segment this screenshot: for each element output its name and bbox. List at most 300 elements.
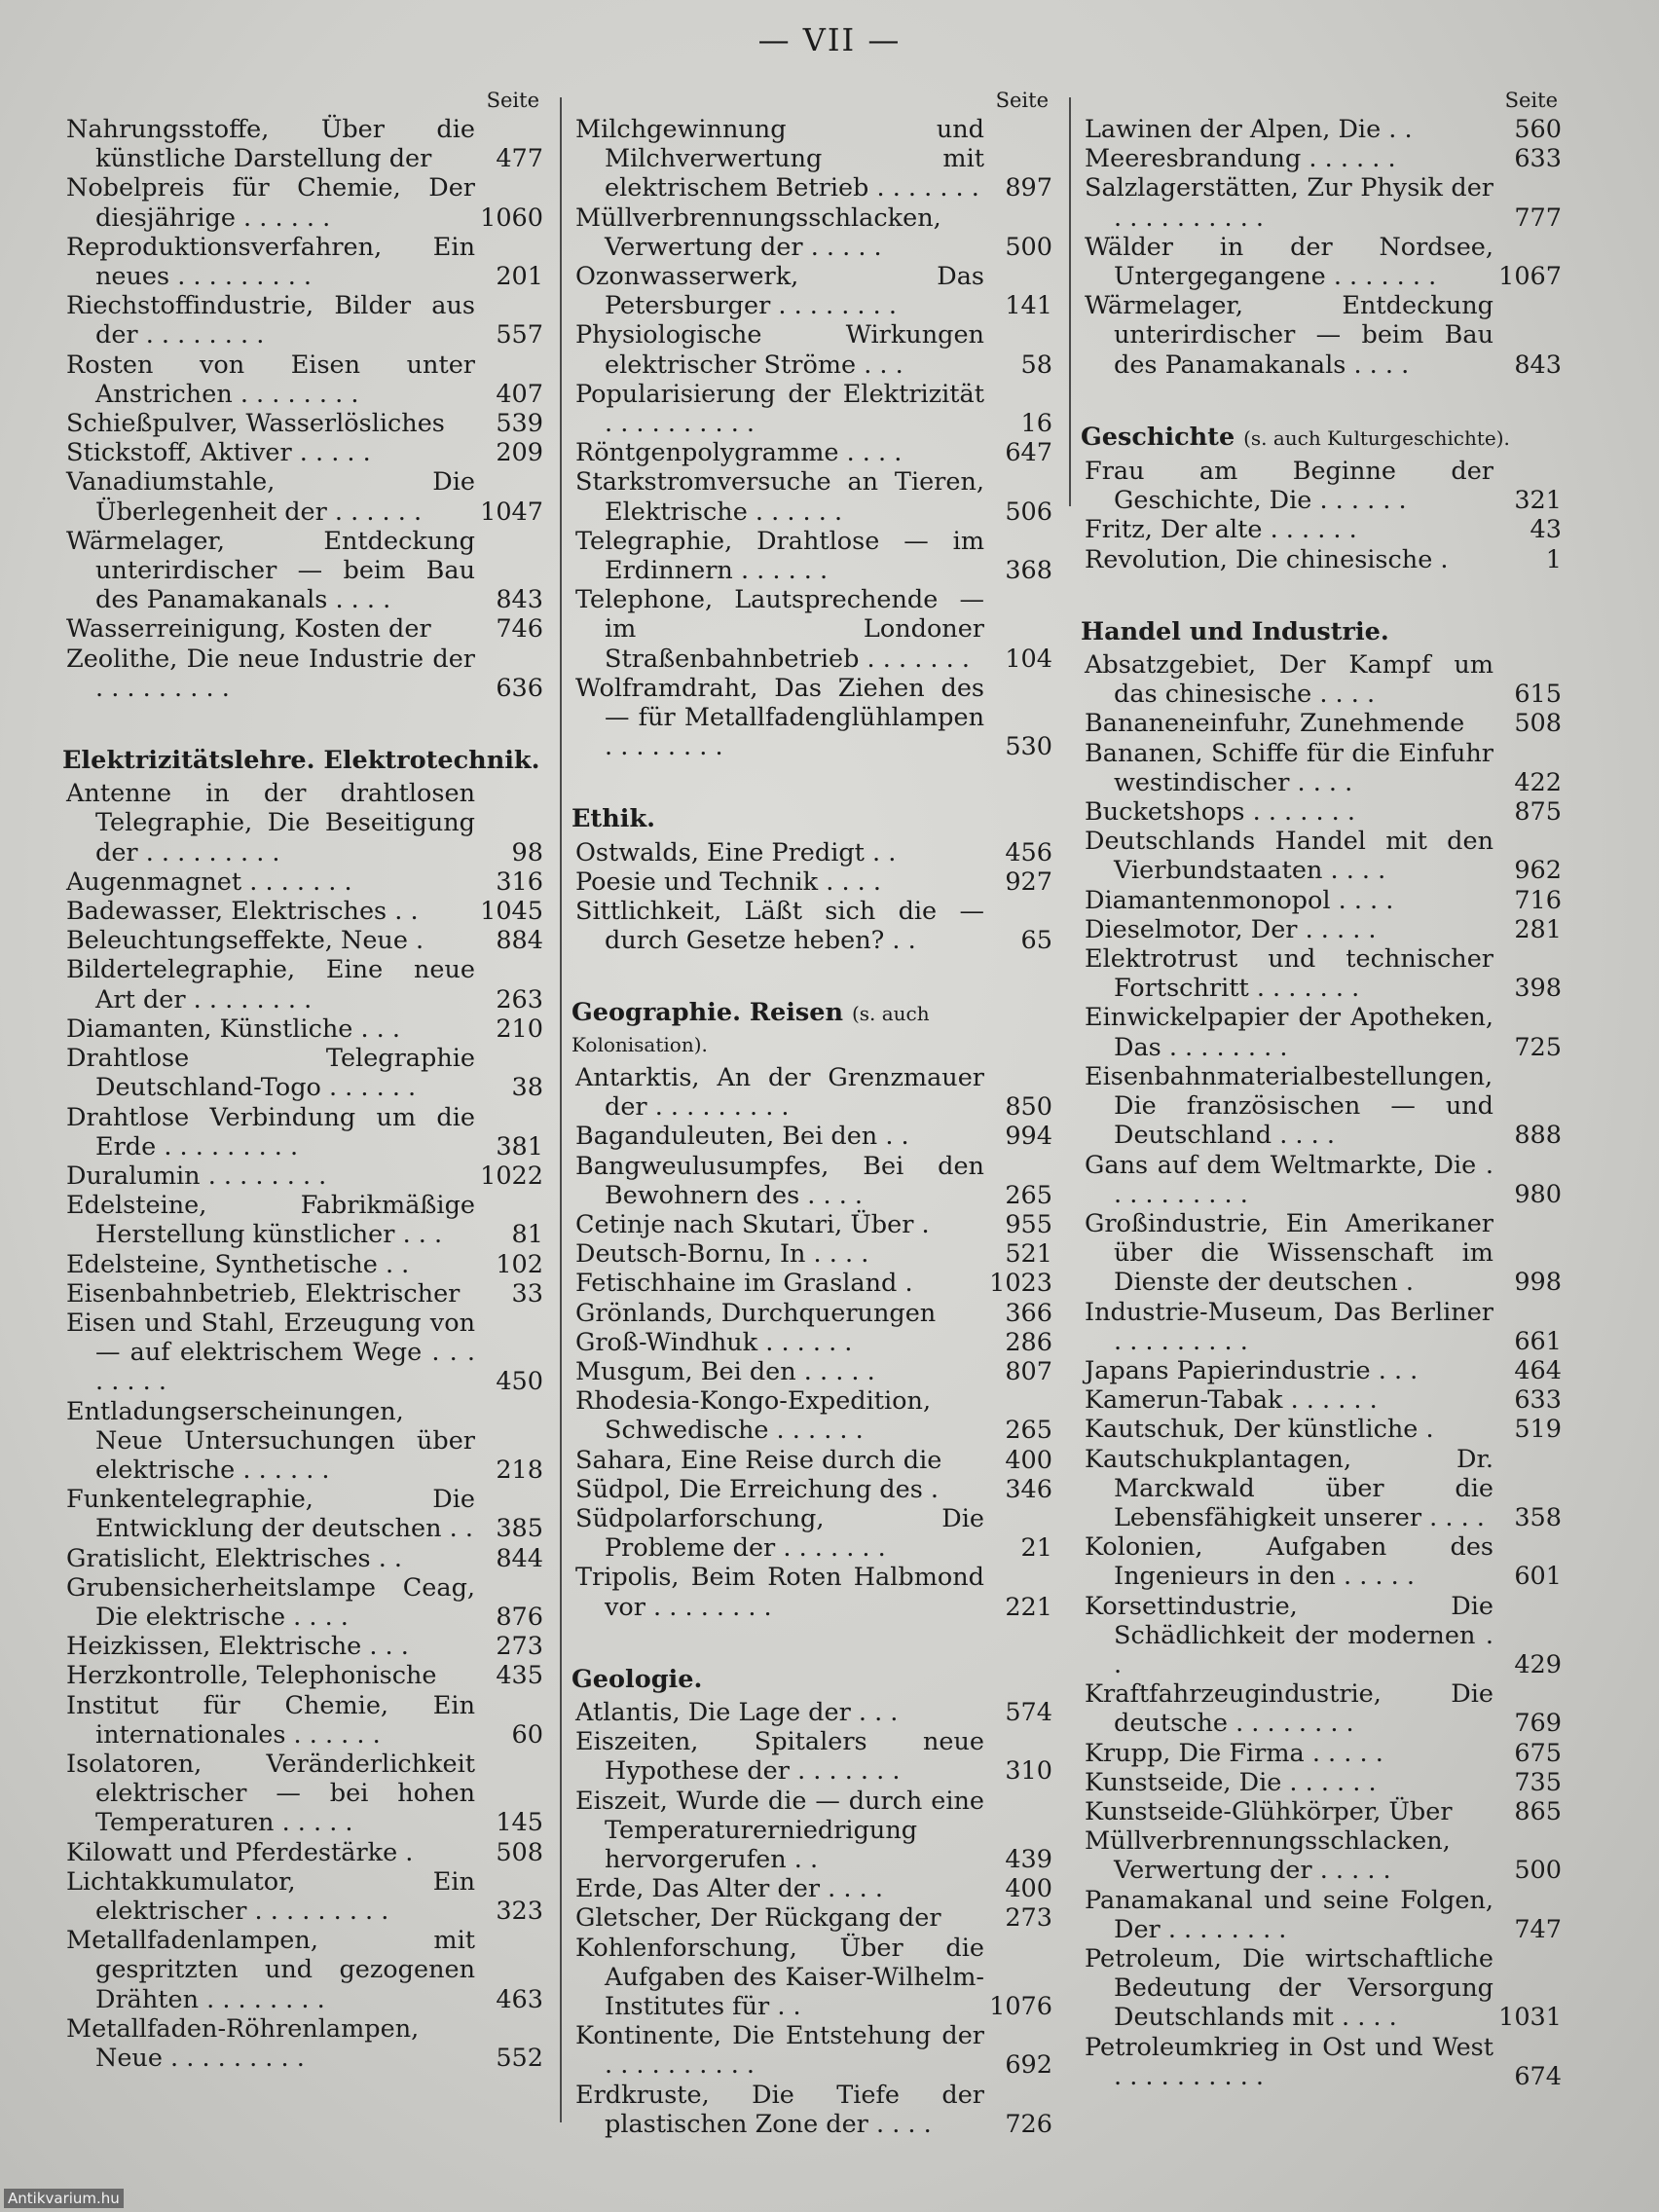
entry-title: Entladungserscheinungen, Neue Untersuchungen über elektrische . . . . . . <box>66 1396 475 1485</box>
index-entry <box>60 779 547 867</box>
entry-title: Heizkissen, Elektrische . . . <box>66 1632 409 1662</box>
entry-title: Tripolis, Beim Roten Halbmond vor . . . . . . . . <box>575 1563 984 1622</box>
entry-page: 381 <box>496 1131 543 1161</box>
index-entry <box>570 1903 1056 1933</box>
entry-page: 844 <box>496 1543 543 1573</box>
entry-page: 310 <box>1005 1756 1052 1787</box>
entry-title: Vanadiumstahle, Die Überlegenheit der . . . . . . <box>66 467 475 527</box>
entry-title: Diamanten, Künstliche . . . <box>66 1014 400 1044</box>
entry-page: 464 <box>1514 1355 1562 1385</box>
entry-title: Drahtlose Telegraphie Deutschland-Togo . . . . . . <box>66 1044 475 1103</box>
index-entry <box>1079 545 1566 574</box>
entry-title: Kunstseide-Glühkörper, Über <box>1085 1796 1453 1826</box>
index-entry <box>60 1397 547 1486</box>
entry-title: Wärmelager, Entdeckung unterirdischer — beim Bau des Panamakanals . . . . <box>1085 291 1493 380</box>
entry-title: Funkentelegraphie, Die Entwicklung der deutschen . . <box>66 1485 475 1544</box>
index-entry <box>1079 944 1566 1003</box>
entry-title: Drahtlose Verbindung um die Erde . . . . . . . . . <box>66 1102 475 1161</box>
section-heading <box>1079 423 1566 453</box>
index-entry <box>60 409 547 438</box>
entry-page: 385 <box>496 1514 543 1544</box>
entry-title: Eisenbahnbetrieb, Elektrischer <box>66 1278 461 1309</box>
index-entry <box>570 838 1056 867</box>
entry-page: 500 <box>1005 232 1052 262</box>
entry-page: 407 <box>496 379 543 409</box>
entry-page: 477 <box>496 144 543 174</box>
entry-page: 398 <box>1514 974 1562 1004</box>
index-entry <box>60 926 547 955</box>
index-entry <box>1079 1592 1566 1680</box>
index-entry <box>60 645 547 703</box>
entry-page: 850 <box>1005 1092 1052 1123</box>
entry-title: Japans Papierindustrie . . . <box>1085 1355 1419 1385</box>
index-entry <box>570 1328 1056 1357</box>
section-note: (s. auch Kulturgeschichte). <box>1243 425 1510 450</box>
index-entry <box>1079 1768 1566 1797</box>
entry-title: Stickstoff, Aktiver . . . . . <box>66 438 371 468</box>
entry-page: 1031 <box>1498 2003 1562 2033</box>
entry-page: 726 <box>1005 2109 1052 2139</box>
index-entry <box>60 527 547 615</box>
index-entry <box>1079 1739 1566 1768</box>
entry-title: Sittlichkeit, Läßt sich die — durch Gesetze heben? . . <box>575 897 984 956</box>
entry-page: 552 <box>496 2044 543 2073</box>
index-column-1 <box>60 86 547 2073</box>
entry-title: Kolonien, Aufgaben des Ingenieurs in den . . . . . <box>1085 1532 1493 1592</box>
index-entry <box>1079 650 1566 709</box>
entry-page: 962 <box>1514 856 1562 886</box>
index-entry <box>570 1122 1056 1151</box>
entry-page: 506 <box>1005 497 1052 527</box>
entry-page: 675 <box>1514 1738 1562 1768</box>
index-entry <box>570 1934 1056 2022</box>
entry-page: 557 <box>496 320 543 350</box>
entry-page: 980 <box>1514 1179 1562 1209</box>
index-column-3 <box>1079 86 1566 2091</box>
entry-page: 16 <box>1020 409 1052 439</box>
entry-page: 463 <box>496 1984 543 2014</box>
entry-page: 104 <box>1005 644 1052 674</box>
entry-page: 998 <box>1514 1268 1562 1298</box>
index-entry <box>570 115 1056 203</box>
index-entry <box>570 438 1056 467</box>
seite-label: Seite <box>1504 89 1558 112</box>
section-note: (s. auch Kolonisation). <box>571 1002 930 1056</box>
entry-page: 273 <box>496 1632 543 1662</box>
entry-page: 1067 <box>1498 262 1562 292</box>
index-entry <box>570 2021 1056 2080</box>
entry-title: Poesie und Technik . . . . <box>575 866 881 897</box>
entry-title: Großindustrie, Ein Amerikaner über die Wissenschaft im Dienste der deutschen . <box>1085 1208 1493 1298</box>
index-entry <box>570 1563 1056 1621</box>
column-divider <box>560 97 562 2122</box>
entry-page: 221 <box>1005 1592 1052 1622</box>
page-number: — VII — <box>757 21 902 58</box>
index-entry <box>60 1632 547 1661</box>
index-entry <box>60 955 547 1014</box>
index-entry <box>570 674 1056 762</box>
entry-title: Antenne in der drahtlosen Telegraphie, Die Beseitigung der . . . . . . . . . <box>66 779 475 867</box>
index-entry <box>1079 1356 1566 1385</box>
index-entry <box>60 1661 547 1690</box>
entry-page: 530 <box>1005 732 1052 762</box>
entry-title: Metallfaden-Röhrenlampen, Neue . . . . . . . . . <box>66 2013 420 2073</box>
index-entry <box>570 1269 1056 1298</box>
entry-page: 456 <box>1005 837 1052 867</box>
index-entry <box>1079 1151 1566 1209</box>
entry-title: Eisenbahnmaterialbestellungen, Die französischen — und Deutschland . . . . <box>1085 1061 1493 1151</box>
index-entry <box>60 1103 547 1161</box>
entry-page: 769 <box>1514 1709 1562 1739</box>
entry-page: 323 <box>496 1896 543 1926</box>
index-entry <box>60 1691 547 1750</box>
index-entry <box>1079 1298 1566 1356</box>
index-entry <box>570 867 1056 897</box>
index-entry <box>1079 115 1566 144</box>
index-entry <box>1079 827 1566 885</box>
watermark: Antikvarium.hu <box>4 2189 124 2208</box>
entry-page: 500 <box>1514 1856 1562 1886</box>
index-entry <box>60 1750 547 1838</box>
index-entry <box>60 1191 547 1249</box>
index-entry <box>60 897 547 926</box>
entry-page: 265 <box>1005 1180 1052 1210</box>
entry-page: 1022 <box>480 1161 543 1191</box>
entry-page: 450 <box>496 1367 543 1397</box>
entry-title: Kontinente, Die Entstehung der . . . . . . . . . . <box>575 2021 984 2081</box>
entry-page: 346 <box>1005 1474 1052 1504</box>
entry-title: Dieselmotor, Der . . . . . <box>1085 914 1377 944</box>
index-entry <box>60 350 547 409</box>
entry-title: Frau am Beginne der Geschichte, Die . . . . . . <box>1085 457 1493 516</box>
entry-page: 429 <box>1514 1649 1562 1679</box>
entry-page: 1047 <box>480 497 543 527</box>
entry-page: 843 <box>496 585 543 615</box>
index-entry <box>60 1309 547 1397</box>
entry-title: Beleuchtungseffekte, Neue . <box>66 926 424 956</box>
index-entry <box>570 1504 1056 1563</box>
index-entry <box>570 262 1056 320</box>
index-entry <box>1079 886 1566 915</box>
entry-page: 692 <box>1005 2050 1052 2081</box>
section-title: Geschichte <box>1081 422 1235 452</box>
entry-title: Telegraphie, Drahtlose — im Erdinnern . . . . . . <box>575 526 984 586</box>
entry-title: Telephone, Lautsprechende — im Londoner Straßenbahnbetrieb . . . . . . . <box>575 585 984 674</box>
entry-page: 508 <box>496 1837 543 1867</box>
entry-title: Kohlenforschung, Über die Aufgaben des Kaiser-Wilhelm-Institutes für . . <box>575 1933 984 2021</box>
index-entry <box>1079 1445 1566 1533</box>
index-entry <box>60 1044 547 1102</box>
section-title: Ethik. <box>571 804 655 834</box>
index-entry <box>60 1573 547 1632</box>
entry-page: 875 <box>1514 797 1562 828</box>
index-entry <box>570 1698 1056 1727</box>
index-entry <box>570 1152 1056 1210</box>
entry-title: Südpol, Die Erreichung des . <box>575 1474 939 1504</box>
index-entry <box>1079 797 1566 827</box>
entry-title: Eiszeit, Wurde die — durch eine Temperaturerniedrigung hervorgerufen . . <box>575 1786 984 1874</box>
entry-page: 321 <box>1514 486 1562 516</box>
entry-title: Rhodesia-Kongo-Expedition, Schwedische . . . . . . <box>575 1386 932 1446</box>
entry-title: Panamakanal und seine Folgen, Der . . . . . . . . <box>1085 1885 1493 1944</box>
entry-title: Groß-Windhuk . . . . . . <box>575 1327 853 1357</box>
index-entry <box>60 1926 547 2014</box>
entry-page: 746 <box>496 614 543 645</box>
entry-title: Herzkontrolle, Telephonische <box>66 1661 437 1691</box>
entry-title: Einwickelpapier der Apotheken, Das . . . . . . . . <box>1085 1003 1493 1062</box>
entry-title: Petroleum, Die wirtschaftliche Bedeutung der Versorgung Deutschlands mit . . . . <box>1085 1943 1493 2033</box>
index-entry <box>60 1014 547 1044</box>
entry-page: 366 <box>1005 1298 1052 1328</box>
section-title: Geologie. <box>571 1664 703 1694</box>
index-entry <box>60 291 547 350</box>
entry-page: 1 <box>1545 544 1562 574</box>
entry-title: Wasserreinigung, Kosten der <box>66 614 431 645</box>
entry-page: 58 <box>1020 350 1052 380</box>
entry-title: Erde, Das Alter der . . . . <box>575 1874 883 1904</box>
entry-page: 955 <box>1005 1209 1052 1239</box>
index-entry <box>570 1299 1056 1328</box>
entry-title: Fritz, Der alte . . . . . . <box>1085 515 1357 545</box>
section-heading <box>60 746 547 775</box>
entry-title: Sahara, Eine Reise durch die <box>575 1445 942 1475</box>
entry-title: Kamerun-Tabak . . . . . . <box>1085 1385 1378 1416</box>
entry-page: 439 <box>1005 1844 1052 1874</box>
entry-title: Grönlands, Durchquerungen <box>575 1298 937 1328</box>
entry-page: 358 <box>1514 1502 1562 1532</box>
entry-page: 65 <box>1020 926 1052 956</box>
entry-title: Meeresbrandung . . . . . . <box>1085 144 1396 174</box>
section-heading <box>1079 617 1566 646</box>
entry-page: 927 <box>1005 866 1052 897</box>
entry-title: Starkstromversuche an Tieren, Elektrische . . . . . . <box>575 467 984 527</box>
index-entry <box>60 1867 547 1926</box>
entry-title: Nahrungsstoffe, Über die künstliche Darstellung der <box>66 115 475 174</box>
section-title: Geographie. Reisen <box>571 998 844 1028</box>
entry-title: Metallfadenlampen, mit gespritzten und gezogenen Drähten . . . . . . . . <box>66 1926 475 2014</box>
entry-title: Lawinen der Alpen, Die . . <box>1085 115 1413 144</box>
entry-title: Deutsch-Bornu, In . . . . <box>575 1239 869 1270</box>
entry-title: Duralumin . . . . . . . . <box>66 1161 327 1191</box>
entry-page: 777 <box>1514 203 1562 233</box>
entry-title: Fetischhaine im Grasland . <box>575 1269 913 1299</box>
index-entry <box>1079 1886 1566 1944</box>
entry-page: 647 <box>1005 438 1052 468</box>
entry-title: Ozonwasserwerk, Das Petersburger . . . . . . . . <box>575 262 984 321</box>
entry-page: 615 <box>1514 680 1562 710</box>
index-entry <box>60 1279 547 1309</box>
entry-title: Kunstseide, Die . . . . . . <box>1085 1767 1377 1797</box>
entry-page: 368 <box>1005 556 1052 586</box>
entry-title: Physiologische Wirkungen elektrischer Ströme . . . <box>575 320 984 380</box>
index-entry <box>1079 457 1566 515</box>
entry-page: 209 <box>496 438 543 468</box>
index-entry <box>1079 1797 1566 1826</box>
index-column-2 <box>570 86 1056 2139</box>
entry-page: 33 <box>511 1278 543 1309</box>
entry-title: Wärmelager, Entdeckung unterirdischer — beim Bau des Panamakanals . . . . <box>66 526 475 615</box>
index-entry <box>1079 1679 1566 1738</box>
index-entry <box>570 2081 1056 2139</box>
entry-title: Grubensicherheitslampe Ceag, Die elektrische . . . . <box>66 1572 475 1632</box>
entry-title: Schießpulver, Wasserlösliches <box>66 409 445 439</box>
index-entry <box>1079 173 1566 232</box>
entry-title: Röntgenpolygramme . . . . <box>575 438 903 468</box>
index-entry <box>1079 1385 1566 1415</box>
entry-page: 422 <box>1514 767 1562 797</box>
index-entry <box>570 203 1056 262</box>
entry-page: 218 <box>496 1455 543 1485</box>
entry-page: 281 <box>1514 914 1562 944</box>
index-entry <box>570 1386 1056 1445</box>
index-entry <box>60 1161 547 1191</box>
entry-title: Edelsteine, Synthetische . . <box>66 1249 410 1279</box>
entry-title: Gletscher, Der Rückgang der <box>575 1903 941 1934</box>
entry-title: Wolframdraht, Das Ziehen des — für Metallfadenglühlampen . . . . . . . . <box>575 673 984 762</box>
entry-title: Kraftfahrzeugindustrie, Die deutsche . . . . . . . . <box>1085 1679 1493 1739</box>
entry-title: Südpolarforschung, Die Probleme der . . . . . . . <box>575 1503 984 1564</box>
entry-page: 1023 <box>989 1269 1052 1299</box>
entry-title: Gans auf dem Weltmarkte, Die . . . . . . . . . . <box>1085 1150 1493 1209</box>
index-entry <box>570 1357 1056 1386</box>
entry-title: Erdkruste, Die Tiefe der plastischen Zone der . . . . <box>575 2080 984 2139</box>
index-entry <box>1079 1415 1566 1444</box>
index-entry <box>60 467 547 526</box>
index-entry <box>1079 709 1566 738</box>
index-entry <box>1079 1826 1566 1885</box>
entry-page: 102 <box>496 1249 543 1279</box>
entry-title: Deutschlands Handel mit den Vierbundstaaten . . . . <box>1085 827 1493 886</box>
index-entry <box>570 380 1056 438</box>
entry-page: 560 <box>1514 115 1562 144</box>
entry-title: Krupp, Die Firma . . . . . <box>1085 1738 1383 1768</box>
entry-page: 145 <box>496 1808 543 1838</box>
index-entry <box>1079 915 1566 944</box>
entry-page: 508 <box>1514 709 1562 739</box>
entry-title: Eisen und Stahl, Erzeugung von — auf elektrischem Wege . . . . . . . . <box>66 1308 475 1397</box>
index-entry <box>60 173 547 232</box>
entry-page: 265 <box>1005 1416 1052 1446</box>
entry-title: Ostwalds, Eine Predigt . . <box>575 837 897 867</box>
index-entry <box>1079 2033 1566 2091</box>
entry-title: Bananen, Schiffe für die Einfuhr westindischer . . . . <box>1085 738 1493 797</box>
index-entry <box>570 897 1056 955</box>
entry-page: 38 <box>511 1073 543 1103</box>
entry-title: Lichtakkumulator, Ein elektrischer . . . . . . . . . <box>66 1866 475 1926</box>
index-entry <box>570 527 1056 585</box>
seite-label: Seite <box>486 89 539 112</box>
entry-title: Reproduktionsverfahren, Ein neues . . . . . . . . . <box>66 232 475 292</box>
index-entry <box>570 1063 1056 1122</box>
entry-title: Rosten von Eisen unter Anstrichen . . . . . . . . <box>66 350 475 409</box>
entry-title: Musgum, Bei den . . . . . <box>575 1356 875 1386</box>
entry-page: 1076 <box>989 1991 1052 2021</box>
index-entry <box>60 1485 547 1543</box>
index-entry <box>60 1544 547 1573</box>
entry-page: 884 <box>496 926 543 956</box>
section-heading <box>570 998 1056 1058</box>
entry-page: 601 <box>1514 1562 1562 1592</box>
entry-title: Nobelpreis für Chemie, Der diesjährige . . . . . . <box>66 173 475 233</box>
entry-title: Wälder in der Nordsee, Untergegangene . . . . . . . <box>1085 232 1493 292</box>
entry-title: Eiszeiten, Spitalers neue Hypothese der . . . . . . . <box>575 1727 984 1787</box>
entry-page: 747 <box>1514 1914 1562 1944</box>
entry-title: Elektrotrust und technischer Fortschritt . . . . . . . <box>1085 944 1493 1004</box>
index-entry <box>1079 1944 1566 2033</box>
entry-page: 263 <box>496 984 543 1014</box>
entry-page: 286 <box>1005 1327 1052 1357</box>
entry-title: Milchgewinnung und Milchverwertung mit elektrischem Betrieb . . . . . . . <box>575 115 984 203</box>
entry-page: 98 <box>511 837 543 867</box>
entry-page: 141 <box>1005 291 1052 321</box>
entry-title: Kautschuk, Der künstliche . <box>1085 1415 1434 1445</box>
entry-page: 674 <box>1514 2061 1562 2091</box>
entry-page: 633 <box>1514 144 1562 174</box>
index-entry <box>60 438 547 467</box>
entry-title: Zeolithe, Die neue Industrie der . . . . . . . . . <box>66 644 475 703</box>
entry-page: 994 <box>1005 1122 1052 1152</box>
entry-title: Edelsteine, Fabrikmäßige Herstellung künstlicher . . . <box>66 1191 475 1250</box>
section-title: Elektrizitätslehre. Elektrotechnik. <box>62 746 540 776</box>
entry-page: 521 <box>1005 1239 1052 1270</box>
entry-title: Petroleumkrieg in Ost und West . . . . . . . . . . <box>1085 2032 1493 2091</box>
index-entry <box>570 1446 1056 1475</box>
entry-page: 60 <box>511 1719 543 1750</box>
entry-title: Kilowatt und Pferdestärke . <box>66 1837 414 1867</box>
entry-page: 435 <box>496 1661 543 1691</box>
entry-title: Salzlagerstätten, Zur Physik der . . . . . . . . . . <box>1085 173 1493 233</box>
entry-page: 661 <box>1514 1326 1562 1356</box>
entry-title: Cetinje nach Skutari, Über . <box>575 1209 930 1239</box>
entry-title: Korsettindustrie, Die Schädlichkeit der modernen . . <box>1085 1591 1493 1679</box>
index-entry <box>1079 144 1566 173</box>
entry-title: Bananeneinfuhr, Zunehmende <box>1085 709 1465 739</box>
section-heading <box>570 1665 1056 1694</box>
index-entry <box>570 1210 1056 1239</box>
index-entry <box>60 115 547 173</box>
entry-title: Müllverbrennungsschlacken, Verwertung der . . . . . <box>1085 1826 1451 1886</box>
index-entry <box>570 1874 1056 1903</box>
entry-page: 807 <box>1005 1356 1052 1386</box>
entry-page: 400 <box>1005 1445 1052 1475</box>
entry-page: 43 <box>1530 515 1562 545</box>
index-entry <box>570 1727 1056 1786</box>
entry-title: Institut für Chemie, Ein internationales . . . . . . <box>66 1690 475 1750</box>
entry-page: 539 <box>496 409 543 439</box>
index-entry <box>1079 515 1566 544</box>
index-entry <box>1079 1003 1566 1061</box>
index-entry <box>570 1475 1056 1504</box>
entry-title: Riechstoffindustrie, Bilder aus der . . . . . . . . <box>66 291 475 350</box>
entry-title: Bildertelegraphie, Eine neue Art der . . . . . . . . <box>66 955 475 1014</box>
entry-page: 21 <box>1020 1533 1052 1564</box>
entry-page: 636 <box>496 673 543 703</box>
entry-title: Atlantis, Die Lage der . . . <box>575 1697 899 1727</box>
index-entry <box>1079 739 1566 797</box>
entry-page: 1060 <box>480 203 543 233</box>
entry-page: 633 <box>1514 1385 1562 1416</box>
entry-page: 210 <box>496 1014 543 1044</box>
entry-page: 201 <box>496 262 543 292</box>
entry-title: Antarktis, An der Grenzmauer der . . . . . . . . . <box>575 1062 984 1123</box>
index-entry <box>1079 1209 1566 1298</box>
entry-page: 81 <box>511 1220 543 1250</box>
entry-title: Baganduleuten, Bei den . . <box>575 1122 909 1152</box>
entry-title: Revolution, Die chinesische . <box>1085 544 1449 574</box>
entry-title: Augenmagnet . . . . . . . <box>66 866 352 897</box>
entry-title: Popularisierung der Elektrizität . . . . . . . . . . <box>575 379 984 439</box>
index-entry <box>60 2014 547 2073</box>
